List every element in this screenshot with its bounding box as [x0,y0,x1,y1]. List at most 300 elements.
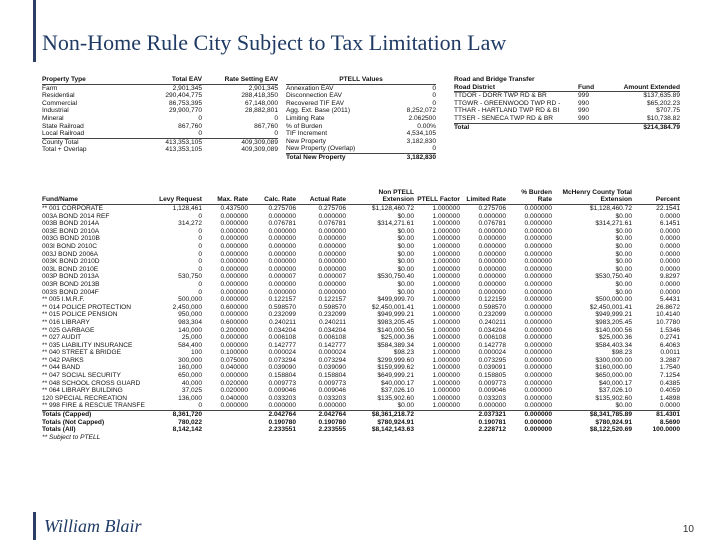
cell: 0.0000 [659,235,680,243]
cell: 0.0000 [659,227,680,235]
cell: 0.122157 [268,296,296,304]
cell: 288,418,350 [241,92,278,100]
cell: 0.000000 [220,296,248,304]
cell: $160,000.00 [595,364,632,372]
cell: 6.1451 [659,220,680,228]
cell: TTHAR - HARTLAND TWP RD & BI [454,107,560,115]
cell: 0.000007 [318,273,346,281]
table-row [286,130,436,138]
cell: 1.000000 [432,212,460,220]
cell: 0.122157 [318,296,346,304]
cell: 300,000 [178,356,202,364]
cell: 0 [432,84,436,92]
cell: New Property [286,137,326,145]
cell: 1.000000 [432,303,460,311]
cell: 28,882,801 [244,107,278,115]
cell: 0.000000 [524,394,552,402]
cell: $983,205.45 [595,318,632,326]
cell: $0.00 [615,402,632,410]
cell: 1.000000 [432,318,460,326]
cell: $1,128,460.72 [589,205,632,212]
road-bridge-transfer-table [454,76,680,131]
cell: 8,361,720 [172,411,202,419]
cell: 0.000000 [318,235,346,243]
cell: $500,000.00 [595,296,632,304]
cell: 0.000000 [318,212,346,220]
cell: 0.039090 [318,364,346,372]
cell: 0.009773 [268,379,296,387]
cell: 0.142777 [268,341,296,349]
table-row [42,220,680,228]
cell: 0 [432,99,436,107]
cell: 0.000000 [478,273,506,281]
cell: 0.142777 [318,341,346,349]
cell: 1.000000 [432,227,460,235]
cell: $65,202.23 [646,99,680,107]
cell: 0.033203 [268,394,296,402]
cell: $0.00 [397,227,414,235]
cell: $37,026.10 [380,387,414,395]
cell: 003G BOND 2010B [42,235,100,243]
cell: 0.437500 [220,205,248,212]
cell: 0.009773 [318,379,346,387]
table-row [42,380,680,388]
cell: 0.000000 [220,311,248,319]
table-row [42,334,680,342]
cell: New Property (Overlap) [286,145,356,153]
cell: 0.000000 [524,288,552,296]
cell: Residential [42,92,75,100]
table-row [42,395,680,403]
table-row [286,92,436,100]
cell: $0.00 [397,212,414,220]
cell: 0.0000 [659,242,680,250]
cell: 100 [190,349,202,357]
cell: 500,000 [178,296,202,304]
cell: 0.000000 [220,372,248,380]
cell: $707.75 [656,107,680,115]
cell: 10.4140 [656,311,680,319]
cell: 0.000000 [524,265,552,273]
cell: 1.000000 [432,349,460,357]
cell: 8.5690 [659,418,680,426]
cell: 2,450,000 [172,303,202,311]
cell: 0.275706 [478,205,506,212]
cell: $2,450,001.41 [371,303,414,311]
cell: 0.000000 [268,250,296,258]
cell: 0.000000 [220,250,248,258]
cell: 0.000000 [318,250,346,258]
cell: 0.000000 [318,402,346,410]
cell: $0.00 [615,265,632,273]
table-row [42,138,278,147]
cell: ** 025 GARBAGE [42,326,95,334]
cell [202,419,248,427]
cell: 0.0000 [659,258,680,266]
cell: 0.000000 [268,280,296,288]
cell: $8,341,785.89 [589,411,632,419]
table-row [42,243,680,251]
cell: ** 014 POLICE PROTECTION [42,303,132,311]
cell: 2.233555 [318,426,346,434]
cell: 0.000000 [318,280,346,288]
cell: 0.000000 [318,265,346,273]
table-row [286,145,436,153]
cell: 0.158804 [318,372,346,380]
cell: $0.00 [615,258,632,266]
cell: 0.158805 [478,372,506,380]
cell: Farm [42,84,58,92]
cell: 0.0000 [659,265,680,273]
cell: 0.598570 [268,303,296,311]
col-header: McHenry County Total Extension [562,189,632,204]
cell: 0.000000 [524,418,552,426]
cell: Recovered TIF EAV [286,99,345,107]
cell: Totals (All) [42,426,76,434]
cell: 0.600000 [220,303,248,311]
cell: 0.000000 [220,258,248,266]
cell: 0.033203 [478,394,506,402]
cell: 1.7540 [659,364,680,372]
cell: 0.000000 [220,341,248,349]
cell: 2.062500 [408,114,436,122]
cell: 0.000000 [524,411,552,419]
cell: 160,000 [178,364,202,372]
cell: 003R BOND 2013B [42,280,100,288]
cell: $949,999.21 [595,311,632,319]
cell: 003S BOND 2004F [42,288,99,296]
cell: 0.000000 [524,426,552,434]
table-row [42,205,680,213]
cell: $37,026.10 [598,387,632,395]
cell: 0.000000 [524,402,552,410]
cell: ** 042 PARKS [42,356,84,364]
cell: $140,000.56 [377,326,414,334]
cell: 1.000000 [432,265,460,273]
table-row [286,138,436,146]
cell: 0.000000 [524,212,552,220]
table-row [42,319,680,327]
road-table-header [454,84,680,93]
cell: 0.033203 [318,394,346,402]
cell: 0 [198,130,202,138]
cell: 0.000007 [268,273,296,281]
cell: 81.4301 [656,411,680,419]
cell: 0.598570 [318,303,346,311]
cell: 1.000000 [432,356,460,364]
cell: 0.006108 [318,334,346,342]
cell: 0.000000 [478,402,506,410]
cell: $137,635.89 [643,92,680,100]
totals-row [42,426,680,434]
levy-table-header [42,188,680,205]
cell: 3.2887 [659,356,680,364]
cell: 0 [432,145,436,153]
cell: 136,000 [178,394,202,402]
table-row [42,130,278,138]
cell: 0.000000 [220,334,248,342]
cell: 413,353,105 [165,138,202,146]
cell: 40,000 [181,379,202,387]
table-row [42,273,680,281]
table-row [42,258,680,266]
cell: $0.00 [397,402,414,410]
table-row [286,85,436,93]
cell: 0.4059 [659,387,680,395]
cell: 0.000000 [478,258,506,266]
cell: 4,534,105 [406,130,436,138]
table-row [42,266,680,274]
cell: 0.000024 [268,349,296,357]
table-row [42,115,278,123]
cell [414,419,460,427]
cell: Totals (Capped) [42,411,92,419]
table-row [286,115,436,123]
cell: % of Burden [286,122,323,130]
cell: 0.000000 [478,250,506,258]
cell: $214,384.79 [643,123,680,131]
cell: 0.0000 [659,212,680,220]
cell: 0.000000 [318,227,346,235]
cell: 0.000000 [524,372,552,380]
cell: 0.000000 [478,265,506,273]
cell: 0.000000 [524,242,552,250]
col-header: Total EAV [171,76,202,83]
cell: $0.00 [615,227,632,235]
table-row [42,92,278,100]
cell: 1.000000 [432,364,460,372]
cell: Total [454,123,470,131]
cell: 26.8672 [656,303,680,311]
cell: $499,999.70 [377,296,414,304]
cell: 5.4431 [659,296,680,304]
cell: Disconnection EAV [286,92,342,100]
cell: 0.000000 [220,265,248,273]
col-header: Fund [578,83,595,91]
cell: 0.000024 [478,349,506,357]
cell: 0.009046 [478,387,506,395]
cell: 0.009773 [478,379,506,387]
cell: 0.275706 [268,205,296,212]
table-row [286,153,436,162]
cell: ** 027 AUDIT [42,334,82,342]
cell: $530,750.40 [377,273,414,281]
cell: 0.000000 [524,258,552,266]
cell: 0.000000 [268,227,296,235]
table-row [286,107,436,115]
cell: $135,902.60 [377,394,414,402]
cell: $0.00 [615,280,632,288]
cell: $780,924.91 [595,418,632,426]
cell: TTGWR - GREENWOOD TWP RD - [454,99,561,107]
cell: ** 040 STREET & BRIDGE [42,349,122,357]
cell: 1.000000 [432,402,460,410]
cell: 0.000000 [524,303,552,311]
footnote [42,434,680,442]
cell: 0.000000 [268,258,296,266]
levy-table [42,188,680,441]
cell: 0 [198,235,202,243]
cell: 1.000000 [432,296,460,304]
cell: $0.00 [615,250,632,258]
cell: 100.0000 [652,426,680,434]
cell: $530,750.40 [595,273,632,281]
cell: $40,000.17 [380,379,414,387]
cell: $0.00 [615,212,632,220]
table-row [454,100,680,108]
cell: 0 [198,280,202,288]
cell: 0.000000 [318,288,346,296]
cell: Agg. Ext. Base (2011) [286,107,351,115]
cell: 37,025 [181,387,202,395]
cell: $0.00 [397,258,414,266]
cell: 867,760 [254,122,278,130]
cell: 0.232099 [268,311,296,319]
cell: 1.000000 [432,220,460,228]
cell: 0.006108 [478,334,506,342]
cell: 0.000000 [220,273,248,281]
cell: 0.034204 [478,326,506,334]
cell: 0.034204 [318,326,346,334]
cell: 0.000000 [268,242,296,250]
cell: 22.1541 [656,205,680,212]
cell: $650,000.00 [595,372,632,380]
cell: 0.000000 [524,235,552,243]
col-header: Non PTELL Extension [378,189,414,204]
ptell-values-table [286,76,436,162]
ptell-table-header [286,76,436,85]
footnote-text: ** Subject to PTELL [42,433,101,441]
totals-row [42,419,680,427]
cell: 6.4063 [659,341,680,349]
cell: 0 [198,242,202,250]
cell: 7.1254 [659,372,680,380]
cell: $98.23 [393,349,414,357]
cell: $983,205.45 [377,318,414,326]
cell: 990 [578,99,590,107]
cell: 0 [198,250,202,258]
cell: $584,389.34 [377,341,414,349]
cell: 0 [198,402,202,410]
cell: 990 [578,107,590,115]
table-row [42,235,680,243]
cell: 1.000000 [432,280,460,288]
cell: ** 015 POLICE PENSION [42,311,118,319]
cell: 1.000000 [432,372,460,380]
cell: 1.000000 [432,334,460,342]
cell: 0.000000 [478,235,506,243]
cell: 0.000000 [478,212,506,220]
cell: $159,999.62 [377,364,414,372]
cell: TIF Increment [286,130,328,138]
cell: 3,182,830 [406,153,436,161]
cell: 0.076781 [478,220,506,228]
cell: $40,000.17 [598,379,632,387]
cell: 0.000000 [524,334,552,342]
table-row [42,342,680,350]
cell: 2.233551 [268,426,296,434]
cell: ** 064 LIBRARY BUILDING [42,387,123,395]
cell: 0.000000 [524,356,552,364]
cell: ** 005 I.M.R.F. [42,296,85,304]
cell: 2.042764 [268,411,296,419]
table-row [42,364,680,372]
table-row [42,357,680,365]
cell: 0.000000 [524,250,552,258]
cell: $0.00 [397,235,414,243]
cell: 3,182,830 [406,137,436,145]
cell: 1.000000 [432,326,460,334]
cell: 983,304 [178,318,202,326]
cell: 0.073294 [268,356,296,364]
cell: 0.000000 [268,265,296,273]
cell: $649,999.21 [377,372,414,380]
cell: Commercial [42,99,78,107]
cell: 950,000 [178,311,202,319]
cell: 003K BOND 2010D [42,258,100,266]
cell: 0.000000 [220,402,248,410]
cell: 0 [274,114,278,122]
cell: 0.073294 [318,356,346,364]
cell: 0.2741 [659,334,680,342]
cell: 0 [198,288,202,296]
cell: 1.000000 [432,273,460,281]
cell: 9.8297 [659,273,680,281]
table-row [42,402,680,410]
property-table-header [42,76,278,85]
cell: 0.00% [417,122,436,130]
cell: 0.000000 [220,220,248,228]
cell: County Total [42,138,79,146]
table-row [42,100,278,108]
cell: 003I BOND 2010C [42,242,97,250]
cell: 0.000000 [478,280,506,288]
page-title: Non-Home Rule City Subject to Tax Limitation Law [42,30,507,55]
cell: 003L BOND 2010E [42,265,99,273]
cell: 0.076781 [318,220,346,228]
cell: 0.000000 [268,235,296,243]
cell: Annexation EAV [286,84,334,92]
table-row [42,281,680,289]
cell: 867,760 [178,122,202,130]
cell: Total + Overlap [42,146,87,154]
cell: $2,450,001.41 [589,303,632,311]
cell [578,124,612,132]
cell: 0.000000 [524,387,552,395]
cell: 0.275706 [318,205,346,212]
cell: 0.009046 [268,387,296,395]
cell: 0.000000 [220,242,248,250]
cell: 0.232099 [478,311,506,319]
col-header: Actual Rate [309,196,346,204]
title-accent-bar [33,0,36,62]
cell: 0.000000 [478,288,506,296]
cell: $8,142,143.63 [371,426,414,434]
cell: $0.00 [615,288,632,296]
cell: 0.000000 [478,242,506,250]
cell: 0.122159 [478,296,506,304]
cell: 29,900,770 [168,107,202,115]
cell: 0.000000 [524,341,552,349]
cell: TTDOR - DORR TWP RD & BR [454,92,547,100]
cell: ** 998 FIRE & RESCUE TRANSFE [42,402,145,410]
table-row [454,92,680,100]
cell: 0.000000 [268,288,296,296]
cell: 0.000000 [524,205,552,212]
footer-accent-bar [33,512,36,540]
cell: 0.240211 [268,318,296,326]
cell: 530,750 [178,273,202,281]
